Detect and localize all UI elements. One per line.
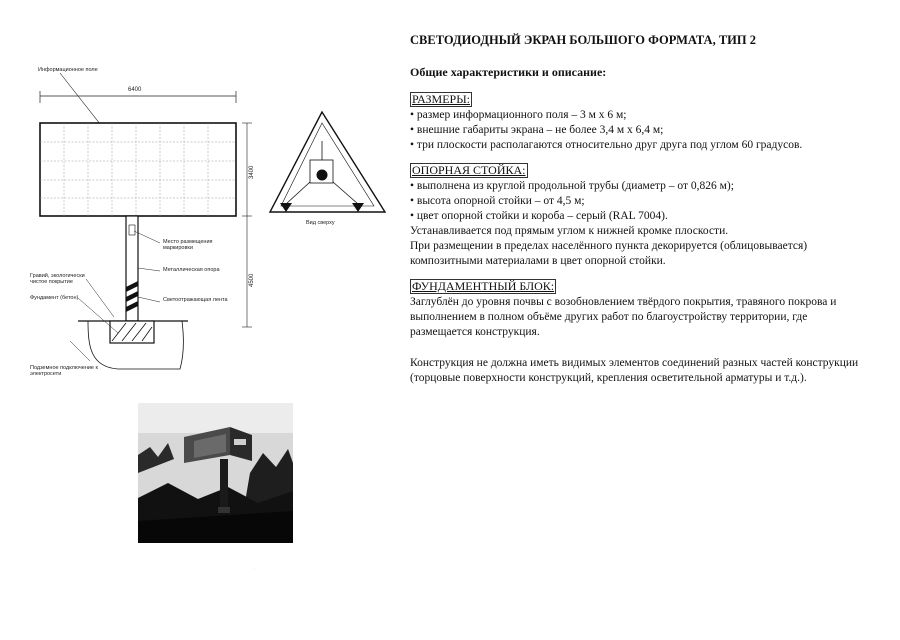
list-item: • выполнена из круглой продольной трубы (диаметр – от 0,826 м);: [410, 180, 734, 192]
paragraph: Заглублён до уровня почвы с возобновлением твёрдого покрытия, травяного покрова и выполнением в полном объёме других работ по благоустройству территории, где размещается конструкция.: [410, 296, 837, 338]
list-item: • внешние габариты экрана – не более 3,4 м х 6,4 м;: [410, 124, 664, 136]
section-dimensions: [410, 92, 870, 153]
paragraph: Устанавливается под прямым углом к нижней кромке плоскости.: [410, 225, 729, 237]
page-marks: ·: [254, 566, 256, 571]
reflective-tape-label: Светоотражающая лента: [163, 297, 228, 303]
paragraph: При размещении в пределах населённого пункта декорируется (облицовывается) композитными материалами в цвет опорной стойки.: [410, 240, 808, 267]
document-subtitle: Общие характеристики и описание:: [410, 65, 607, 79]
document-title: СВЕТОДИОДНЫЙ ЭКРАН БОЛЬШОГО ФОРМАТА, ТИП 2: [410, 33, 756, 47]
underground-connection-label: Подземное подключение к электросети: [30, 365, 98, 377]
closing-paragraph: Конструкция не должна иметь видимых элементов соединений разных частей конструкции (торцовые поверхности конструкций, крепления осветительной арматуры и т.д.).: [410, 357, 859, 384]
gravel-label: Гравий, экологически чистое покрытие: [30, 273, 85, 285]
marking-place-label: Место размещения маркировки: [163, 239, 213, 251]
metal-support-label: Металлическая опора: [163, 267, 220, 273]
foundation-label: Фундамент (бетон): [30, 295, 79, 301]
technical-drawing: [30, 55, 400, 395]
height-dimension: 3400: [249, 165, 255, 179]
section-support-post: [410, 163, 870, 269]
list-item: • размер информационного поля – 3 м х 6 м;: [410, 109, 627, 121]
list-item: • три плоскости располагаются относительно друг друга под углом 60 градусов.: [410, 139, 803, 151]
section-foundation: [410, 279, 870, 340]
list-item: • цвет опорной стойки и короба – серый (RAL 7004).: [410, 210, 668, 222]
top-view-diagram: [270, 112, 385, 212]
section-heading: РАЗМЕРЫ:: [412, 92, 470, 106]
info-field-label: Информационное поле: [38, 67, 98, 73]
description-column: [410, 33, 870, 386]
billboard-photo: [138, 403, 293, 543]
section-heading: ФУНДАМЕНТНЫЙ БЛОК:: [412, 279, 555, 293]
post-height-dimension: 4500: [249, 273, 255, 287]
list-item: • высота опорной стойки – от 4,5 м;: [410, 195, 585, 207]
top-view-label: Вид сверху: [306, 220, 335, 226]
section-heading: ОПОРНАЯ СТОЙКА:: [412, 163, 526, 177]
width-dimension: 6400: [128, 87, 142, 93]
